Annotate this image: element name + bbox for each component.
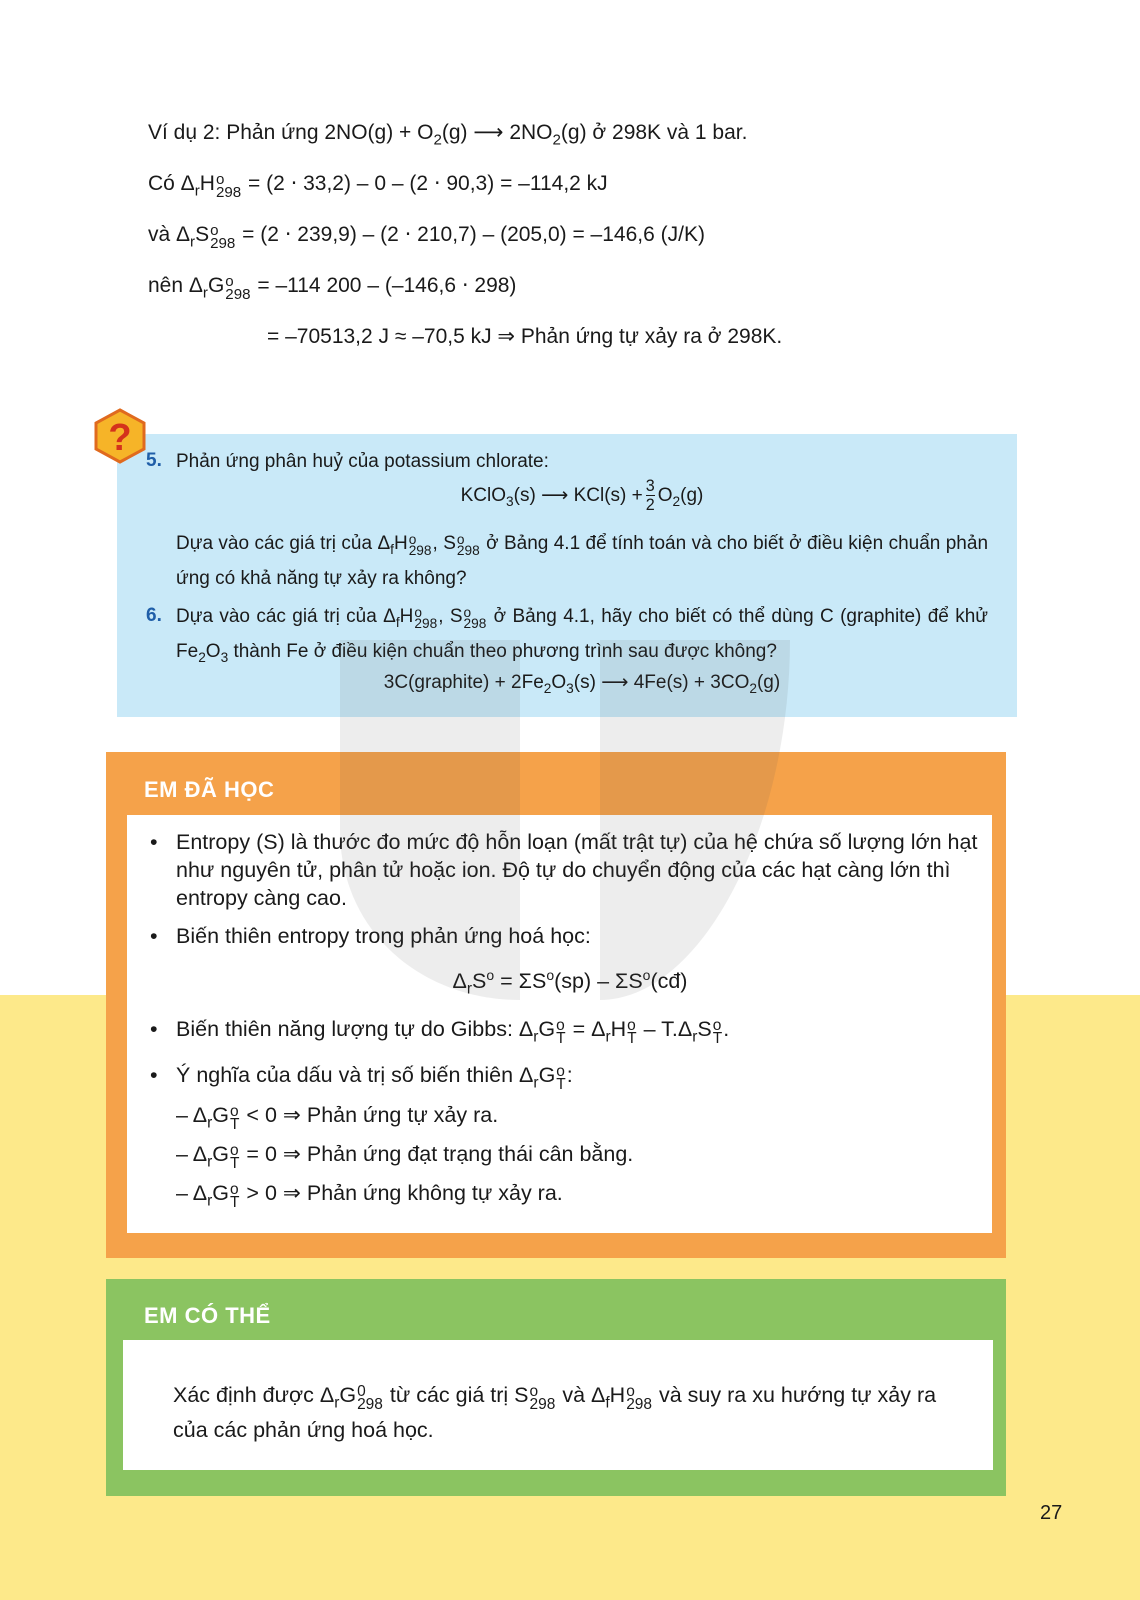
- learned-bullet-3: Biến thiên năng lượng tự do Gibbs: $\Delta_rG$ o T = $\Delta_rH$ o T – $T.\Delta_rS$ o T .: [176, 1016, 730, 1047]
- question-6-body: Dựa vào các giá trị của $\Delta_fH$ o 298 , S o 298 ở Bảng 4.1, hãy cho biết có thể dùng C (graphite) để khử $Fe_2O_3$ thành Fe ở điều kiện chuẩn theo phương trình sau được không?: [176, 604, 989, 665]
- question-5-text: Phản ứng phân huỷ của potassium chlorate:: [176, 451, 549, 472]
- question-5-equation: KClO$_3$(s) ⟶ $KCl(s) + \frac{3}{2}$ $O_2(g)$: [460, 477, 704, 514]
- bullet-icon: •: [150, 1063, 158, 1087]
- svg-text:?: ?: [108, 417, 132, 459]
- learned-title: EM ĐÃ HỌC: [144, 777, 275, 802]
- question-icon: [92, 406, 148, 466]
- can-do-title: EM CÓ THỂ: [144, 1303, 271, 1328]
- condition-positive: – $\Delta_rG$ o T > 0 ⇒ Phản ứng không tự xảy ra.: [176, 1180, 563, 1211]
- example-line-3: và $\Delta_rS$ o 298 = (2 ⋅ 239,9) – (2 ⋅ 210,7) – (205,0) = –146,6 (J/K): [148, 221, 705, 252]
- bullet-icon: •: [150, 1017, 158, 1041]
- question-6-number: 6.: [146, 605, 162, 626]
- question-6-equation: 3C(graphite) + $2Fe_2O_3(s)$ ⟶ $4Fe(s) + 3CO_2(g)$: [383, 672, 781, 696]
- learned-bullet-4: Ý nghĩa của dấu và trị số biến thiên $\Delta_rG$ o T :: [176, 1062, 573, 1093]
- example-line-1: Ví dụ 2: Phản ứng $2NO(g) + O_2(g)$ ⟶ $2NO_2(g)$ ở 298K và 1 bar.: [148, 121, 748, 149]
- example-line-4: nên $\Delta_rG$ o 298 = –114 200 – (–146,6 ⋅ 298): [148, 272, 517, 303]
- learned-bullet-1: Entropy (S) là thước đo mức độ hỗn loạn (mất trật tự) của hệ chứa số lượng lớn hạt như nguyên tử, phân tử hoặc ion. Độ tự do chuyển động của các hạt càng lớn thì entropy càng cao.: [176, 830, 978, 910]
- bullet-icon: •: [150, 924, 158, 948]
- bullet-icon: •: [150, 830, 158, 854]
- question-5-number: 5.: [146, 450, 162, 471]
- example-line-2: Có $\Delta_rH$ o 298 = (2 ⋅ 33,2) – 0 – (2 ⋅ 90,3) = –114,2 kJ: [148, 170, 608, 201]
- can-do-text: Xác định được $\Delta_rG$ 0 298 từ các giá trị S o 298 và $\Delta_fH$ o 298 và suy ra xu hướng tự xảy ra: [173, 1382, 937, 1413]
- page-number: 27: [1040, 1502, 1063, 1524]
- condition-negative: – $\Delta_rG$ o T < 0 ⇒ Phản ứng tự xảy ra.: [176, 1102, 499, 1133]
- condition-zero: – $\Delta_rG$ o T = 0 ⇒ Phản ứng đạt trạng thái cân bằng.: [176, 1141, 634, 1172]
- entropy-equation: $\Delta_rS^o = \Sigma S^o(sp)$ – $\Sigma S^o(cđ)$: [452, 967, 688, 998]
- can-do-text-line-2: của các phản ứng hoá học.: [173, 1418, 434, 1442]
- question-5-body: Dựa vào các giá trị của $\Delta_fH$ o 298 , S o 298 ở Bảng 4.1 để tính toán và cho biết ở điều kiện chuẩn phản ứng có khả năng tự xảy ra không?: [176, 531, 989, 589]
- example-line-5: = –70513,2 J ≈ –70,5 kJ ⇒ Phản ứng tự xảy ra ở 298K.: [267, 325, 783, 348]
- learned-bullet-2: Biến thiên entropy trong phản ứng hoá học:: [176, 924, 591, 948]
